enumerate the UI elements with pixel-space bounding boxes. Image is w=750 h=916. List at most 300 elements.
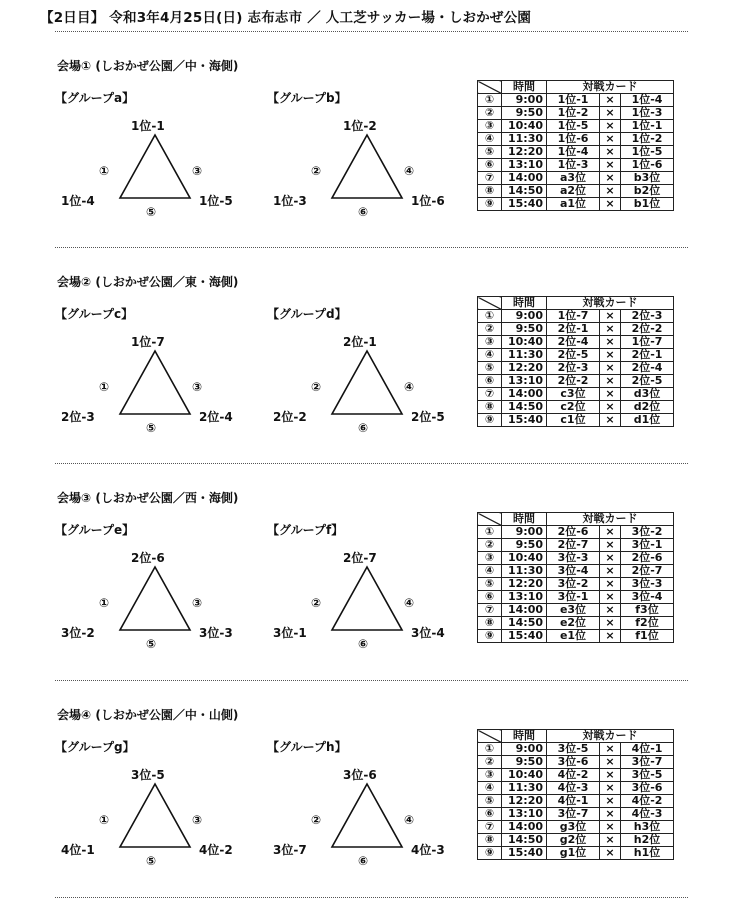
match-number: ② [478,323,502,336]
match-time: 9:00 [502,94,547,107]
match-time: 12:20 [502,362,547,375]
match-time: 9:00 [502,526,547,539]
table-row [478,349,674,362]
match-time: 9:50 [502,323,547,336]
table-row [478,808,674,821]
table-corner [478,730,502,743]
team-right: 2位-5 [411,410,445,424]
table-row [478,185,674,198]
match-time: 9:50 [502,539,547,552]
table-row [478,120,674,133]
match-time: 14:00 [502,821,547,834]
match-num-right: ③ [192,164,203,178]
match-num-bottom: ⑤ [146,421,157,435]
vs-mark: × [600,336,621,349]
vs-mark: × [600,198,621,211]
team-left: 3位-1 [273,626,307,640]
match-away: d2位 [621,401,674,414]
match-home: 2位-1 [547,323,600,336]
match-num-left: ② [311,813,322,827]
match-home: c2位 [547,401,600,414]
team-right: 1位-6 [411,194,445,208]
match-number: ⑧ [478,834,502,847]
match-away: 4位-2 [621,795,674,808]
venue-title: 会場④ (しおかぜ公園／中・山側) [57,708,239,722]
match-num-left: ① [99,380,110,394]
match-away: b2位 [621,185,674,198]
table-row [478,401,674,414]
match-num-bottom: ⑤ [146,205,157,219]
vs-mark: × [600,107,621,120]
table-row [478,565,674,578]
match-away: 3位-6 [621,782,674,795]
match-away: h1位 [621,847,674,860]
table-row [478,159,674,172]
match-home: 1位-6 [547,133,600,146]
match-number: ⑧ [478,401,502,414]
match-away: 1位-1 [621,120,674,133]
vs-mark: × [600,808,621,821]
table-row [478,310,674,323]
match-num-left: ② [311,164,322,178]
team-right: 2位-4 [199,410,233,424]
match-home: 3位-3 [547,552,600,565]
table-row [478,630,674,643]
vs-mark: × [600,526,621,539]
group-label: 【グループc】 [55,307,134,321]
group-label: 【グループh】 [267,740,347,754]
venue-4 [57,706,697,916]
match-number: ⑨ [478,414,502,427]
match-home: 3位-2 [547,578,600,591]
venue-1 [57,57,697,267]
venue-title: 会場① (しおかぜ公園／中・海側) [57,59,239,73]
vs-mark: × [600,388,621,401]
team-left: 1位-3 [273,194,307,208]
match-time: 9:00 [502,310,547,323]
match-home: g3位 [547,821,600,834]
match-time: 12:20 [502,795,547,808]
match-num-right: ③ [192,596,203,610]
vs-mark: × [600,146,621,159]
match-time: 11:30 [502,133,547,146]
col-card: 対戦カード [547,513,674,526]
team-left: 1位-4 [61,194,95,208]
vs-mark: × [600,323,621,336]
table-row [478,414,674,427]
group-label: 【グループf】 [267,523,344,537]
table-row [478,388,674,401]
table-row [478,578,674,591]
match-time: 15:40 [502,198,547,211]
match-num-left: ① [99,164,110,178]
triangle-shape [332,567,402,630]
table-row [478,172,674,185]
table-row [478,795,674,808]
team-left: 2位-3 [61,410,95,424]
page-title: 【2日目】 令和3年4月25日(日) 志布志市 ／ 人工芝サッカー場・しおかぜ公園 [40,10,532,26]
venue-2 [57,273,697,483]
match-number: ④ [478,133,502,146]
match-home: 3位-4 [547,565,600,578]
match-away: 4位-3 [621,808,674,821]
triangle-shape [120,135,190,198]
match-time: 13:10 [502,808,547,821]
triangle-shape [120,784,190,847]
match-time: 10:40 [502,336,547,349]
match-home: 2位-3 [547,362,600,375]
table-row [478,821,674,834]
match-time: 9:50 [502,107,547,120]
vs-mark: × [600,552,621,565]
match-number: ⑧ [478,617,502,630]
team-top: 2位-1 [343,335,377,349]
table-corner [478,81,502,94]
vs-mark: × [600,821,621,834]
match-home: e3位 [547,604,600,617]
team-top: 3位-6 [343,768,377,782]
vs-mark: × [600,120,621,133]
match-time: 14:00 [502,172,547,185]
match-num-bottom: ⑥ [358,854,369,868]
match-num-bottom: ⑥ [358,637,369,651]
team-left: 3位-2 [61,626,95,640]
vs-mark: × [600,617,621,630]
vs-mark: × [600,756,621,769]
vs-mark: × [600,172,621,185]
match-num-right: ④ [404,380,415,394]
match-away: 2位-6 [621,552,674,565]
vs-mark: × [600,362,621,375]
vs-mark: × [600,630,621,643]
group-label: 【グループg】 [55,740,135,754]
match-time: 14:50 [502,617,547,630]
vs-mark: × [600,565,621,578]
match-home: 1位-2 [547,107,600,120]
match-time: 14:00 [502,604,547,617]
match-away: 2位-4 [621,362,674,375]
match-home: 1位-1 [547,94,600,107]
table-row [478,617,674,630]
match-away: 2位-3 [621,310,674,323]
match-away: 1位-4 [621,94,674,107]
match-home: a3位 [547,172,600,185]
match-away: 2位-5 [621,375,674,388]
vs-mark: × [600,414,621,427]
team-left: 4位-1 [61,843,95,857]
match-away: 2位-7 [621,565,674,578]
match-home: 1位-7 [547,310,600,323]
match-number: ⑤ [478,362,502,375]
match-number: ⑥ [478,591,502,604]
group-label: 【グループb】 [267,91,347,105]
match-home: c3位 [547,388,600,401]
team-right: 1位-5 [199,194,233,208]
team-top: 1位-2 [343,119,377,133]
vs-mark: × [600,94,621,107]
col-time: 時間 [502,297,547,310]
team-top: 1位-7 [131,335,165,349]
table-corner [478,513,502,526]
match-num-bottom: ⑥ [358,421,369,435]
match-away: 2位-1 [621,349,674,362]
team-top: 3位-5 [131,768,165,782]
group-label: 【グループd】 [267,307,347,321]
match-number: ⑤ [478,146,502,159]
match-away: 1位-2 [621,133,674,146]
team-right: 3位-4 [411,626,445,640]
match-away: f3位 [621,604,674,617]
table-row [478,94,674,107]
match-away: d1位 [621,414,674,427]
match-home: 3位-5 [547,743,600,756]
match-home: 3位-1 [547,591,600,604]
match-number: ③ [478,769,502,782]
vs-mark: × [600,782,621,795]
team-left: 3位-7 [273,843,307,857]
col-time: 時間 [502,513,547,526]
match-num-right: ④ [404,596,415,610]
match-home: 2位-5 [547,349,600,362]
col-time: 時間 [502,730,547,743]
group-label: 【グループa】 [55,91,135,105]
venue-title: 会場② (しおかぜ公園／東・海側) [57,275,239,289]
match-away: 2位-2 [621,323,674,336]
match-number: ① [478,743,502,756]
match-number: ⑨ [478,630,502,643]
table-row [478,323,674,336]
match-away: 1位-6 [621,159,674,172]
match-away: b3位 [621,172,674,185]
match-home: 1位-3 [547,159,600,172]
match-home: 4位-3 [547,782,600,795]
match-time: 11:30 [502,782,547,795]
divider [55,247,688,248]
col-time: 時間 [502,81,547,94]
match-away: 3位-3 [621,578,674,591]
match-time: 12:20 [502,146,547,159]
match-home: a2位 [547,185,600,198]
match-time: 15:40 [502,414,547,427]
match-away: 3位-5 [621,769,674,782]
schedule-table [477,512,674,643]
vs-mark: × [600,539,621,552]
match-time: 9:50 [502,756,547,769]
match-time: 11:30 [502,565,547,578]
match-home: 1位-5 [547,120,600,133]
match-number: ⑦ [478,172,502,185]
match-time: 13:10 [502,591,547,604]
triangle-shape [332,351,402,414]
triangle-shape [120,567,190,630]
match-num-right: ③ [192,813,203,827]
match-number: ② [478,756,502,769]
match-home: 3位-7 [547,808,600,821]
table-row [478,769,674,782]
match-away: 3位-7 [621,756,674,769]
match-number: ① [478,94,502,107]
match-number: ④ [478,349,502,362]
match-number: ⑤ [478,795,502,808]
match-home: 1位-4 [547,146,600,159]
match-num-right: ③ [192,380,203,394]
match-number: ③ [478,336,502,349]
table-row [478,743,674,756]
match-number: ⑦ [478,604,502,617]
match-time: 14:50 [502,834,547,847]
match-num-bottom: ⑤ [146,637,157,651]
vs-mark: × [600,185,621,198]
match-home: 2位-2 [547,375,600,388]
table-row [478,552,674,565]
match-home: 3位-6 [547,756,600,769]
match-time: 13:10 [502,159,547,172]
table-row [478,375,674,388]
match-number: ⑥ [478,375,502,388]
match-num-left: ① [99,596,110,610]
match-num-left: ① [99,813,110,827]
team-left: 2位-2 [273,410,307,424]
match-away: 1位-3 [621,107,674,120]
match-home: 2位-7 [547,539,600,552]
table-row [478,847,674,860]
vs-mark: × [600,401,621,414]
triangle-shape [332,135,402,198]
match-num-right: ④ [404,164,415,178]
vs-mark: × [600,769,621,782]
match-num-right: ④ [404,813,415,827]
table-row [478,146,674,159]
match-time: 12:20 [502,578,547,591]
divider [55,897,688,898]
team-right: 4位-3 [411,843,445,857]
match-number: ⑤ [478,578,502,591]
table-row [478,198,674,211]
match-num-left: ② [311,380,322,394]
vs-mark: × [600,795,621,808]
table-row [478,539,674,552]
col-card: 対戦カード [547,81,674,94]
team-top: 2位-7 [343,551,377,565]
table-row [478,834,674,847]
match-time: 14:50 [502,185,547,198]
schedule-table [477,80,674,211]
match-home: g1位 [547,847,600,860]
match-away: f1位 [621,630,674,643]
triangle-shape [120,351,190,414]
match-number: ② [478,539,502,552]
match-home: 2位-4 [547,336,600,349]
match-time: 10:40 [502,120,547,133]
match-away: 3位-4 [621,591,674,604]
match-away: b1位 [621,198,674,211]
match-num-left: ② [311,596,322,610]
match-away: 4位-1 [621,743,674,756]
match-number: ④ [478,782,502,795]
match-away: h3位 [621,821,674,834]
match-away: 3位-2 [621,526,674,539]
match-number: ⑧ [478,185,502,198]
venue-title: 会場③ (しおかぜ公園／西・海側) [57,491,239,505]
match-home: g2位 [547,834,600,847]
triangle-shape [332,784,402,847]
match-time: 15:40 [502,630,547,643]
vs-mark: × [600,847,621,860]
match-num-bottom: ⑤ [146,854,157,868]
match-number: ⑨ [478,198,502,211]
schedule-table [477,729,674,860]
vs-mark: × [600,743,621,756]
vs-mark: × [600,310,621,323]
vs-mark: × [600,375,621,388]
match-away: f2位 [621,617,674,630]
table-row [478,336,674,349]
divider [55,31,688,32]
divider [55,680,688,681]
match-number: ⑦ [478,388,502,401]
table-corner [478,297,502,310]
vs-mark: × [600,578,621,591]
match-away: h2位 [621,834,674,847]
match-number: ⑨ [478,847,502,860]
team-right: 4位-2 [199,843,233,857]
match-number: ④ [478,565,502,578]
match-home: a1位 [547,198,600,211]
match-time: 13:10 [502,375,547,388]
match-time: 14:00 [502,388,547,401]
table-row [478,591,674,604]
venue-3 [57,489,697,699]
match-home: 2位-6 [547,526,600,539]
table-row [478,526,674,539]
match-number: ① [478,526,502,539]
vs-mark: × [600,349,621,362]
team-top: 2位-6 [131,551,165,565]
match-number: ⑥ [478,159,502,172]
match-number: ③ [478,120,502,133]
match-away: 1位-5 [621,146,674,159]
table-row [478,362,674,375]
col-card: 対戦カード [547,297,674,310]
vs-mark: × [600,604,621,617]
match-home: 4位-1 [547,795,600,808]
match-home: 4位-2 [547,769,600,782]
match-num-bottom: ⑥ [358,205,369,219]
match-away: 3位-1 [621,539,674,552]
match-home: e1位 [547,630,600,643]
match-home: c1位 [547,414,600,427]
vs-mark: × [600,133,621,146]
table-row [478,107,674,120]
match-number: ③ [478,552,502,565]
match-number: ① [478,310,502,323]
team-right: 3位-3 [199,626,233,640]
match-number: ② [478,107,502,120]
match-away: d3位 [621,388,674,401]
match-time: 9:00 [502,743,547,756]
match-time: 11:30 [502,349,547,362]
schedule-table [477,296,674,427]
vs-mark: × [600,159,621,172]
table-row [478,782,674,795]
vs-mark: × [600,591,621,604]
match-number: ⑥ [478,808,502,821]
vs-mark: × [600,834,621,847]
table-row [478,133,674,146]
match-home: e2位 [547,617,600,630]
match-time: 10:40 [502,552,547,565]
match-time: 15:40 [502,847,547,860]
